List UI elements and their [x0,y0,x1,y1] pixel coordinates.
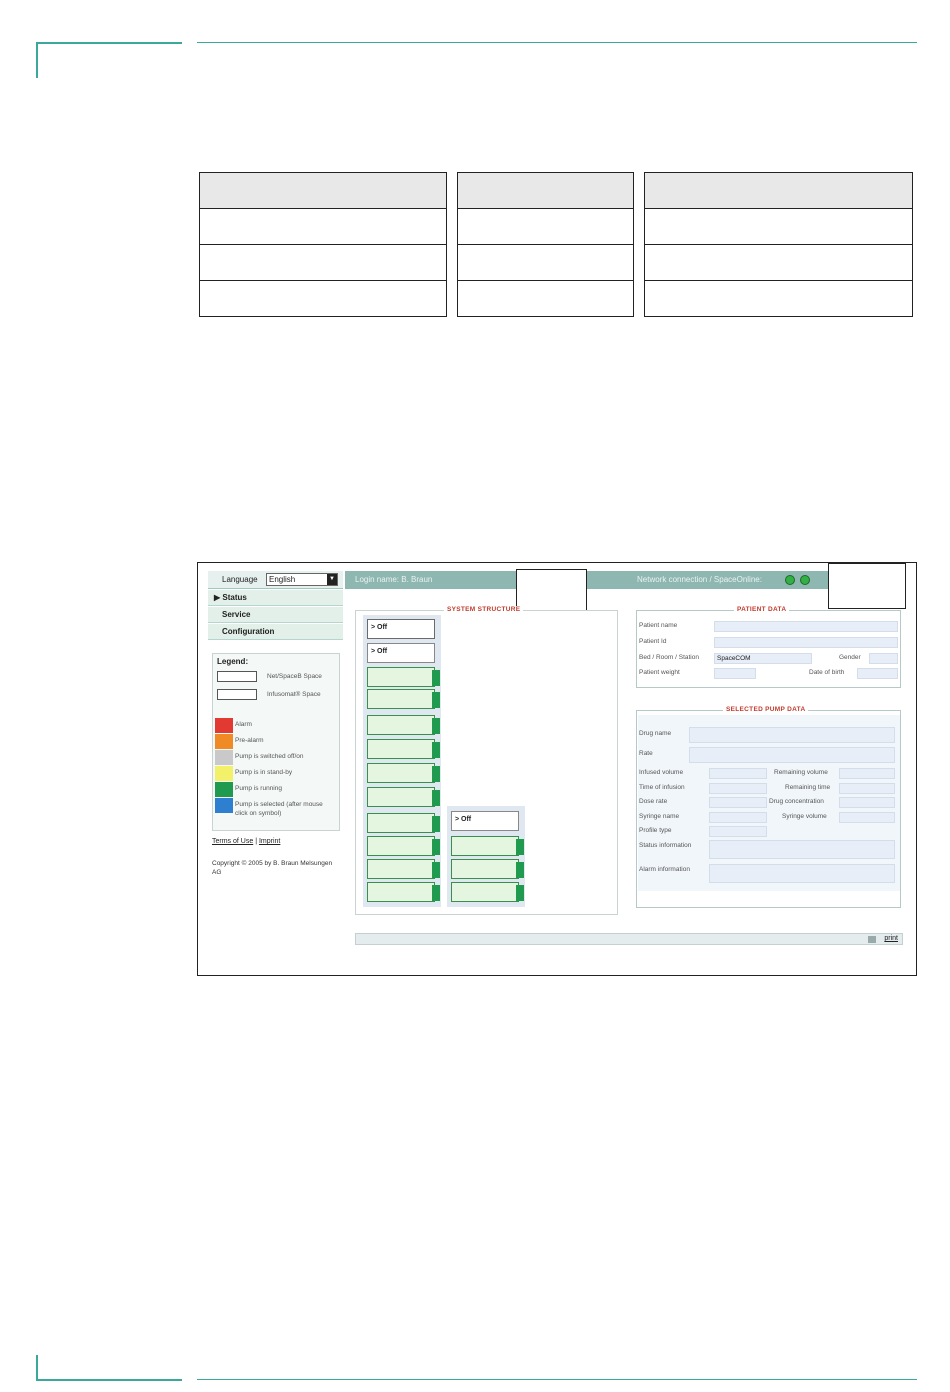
patient-id-field [714,637,898,648]
pump-status-bar [432,885,440,901]
drug-name-label: Drug name [639,730,672,737]
patient-name-label: Patient name [639,622,678,629]
patient-name-field [714,621,898,632]
application-screenshot [197,562,917,976]
selected-pump-data-panel [636,706,901,908]
pump-slot[interactable] [451,836,519,856]
pump-slot[interactable] [451,811,519,831]
legend-label: Infusomat® Space [267,691,321,698]
pump-status-bar [432,862,440,878]
login-name: Login name: B. Braun [355,575,433,584]
network-connection-label: Network connection / SpaceOnline: [637,575,762,584]
top-right-rule [197,42,917,43]
bed-room-station-field: SpaceCOM [714,653,812,664]
pump-slot[interactable] [367,813,435,833]
pump-slot[interactable] [367,667,435,687]
play-icon: ▶ [214,593,221,602]
space-frame-icon [217,671,257,682]
infused-volume-label: Infused volume [639,769,684,776]
alarm-information-field [709,864,895,883]
remaining-volume-field [839,768,895,779]
legend-label: Pump is selected (after mouse click on symbol) [235,801,323,817]
bottom-left-tick [36,1355,38,1381]
legend-label: Pump is running [235,785,282,792]
table-header-cell [644,172,913,209]
patient-data-title: PATIENT DATA [734,606,789,613]
remaining-time-label: Remaining time [785,784,831,791]
top-left-rule [36,42,182,44]
stand-by-swatch [215,766,233,781]
pump-status-bar [432,742,440,758]
alarm-information-label: Alarm information [639,866,690,873]
callout-box [828,563,906,609]
table-cell [644,208,913,245]
pump-slot[interactable] [451,859,519,879]
system-structure-title: SYSTEM STRUCTURE [444,606,523,613]
network-status-icon [785,575,795,585]
sidebar-item-label: Status [222,593,247,602]
gender-field [869,653,898,664]
pump-slot[interactable] [367,619,435,639]
patient-weight-field [714,668,756,679]
infusomat-frame-icon [217,689,257,700]
drug-concentration-field [839,797,895,808]
profile-type-field [709,826,767,837]
language-select[interactable] [266,573,338,586]
table-cell [457,280,634,317]
patient-weight-label: Patient weight [639,669,680,676]
pump-status-bar [432,790,440,806]
pump-slot[interactable] [367,643,435,663]
table-cell [457,244,634,281]
language-value: English [269,575,296,584]
link-separator: | [255,838,258,845]
table-cell [644,244,913,281]
table-cell [199,244,447,281]
pump-off-label: > Off [455,816,472,823]
dose-rate-label: Dose rate [639,798,668,805]
time-of-infusion-label: Time of infusion [639,784,685,791]
imprint-link[interactable]: Imprint [258,838,281,845]
status-information-field [709,840,895,859]
pump-slot[interactable] [367,882,435,902]
syringe-name-label: Syringe name [639,813,680,820]
gender-label: Gender [839,654,861,661]
pump-slot[interactable] [367,739,435,759]
pump-slot[interactable] [367,787,435,807]
switched-off-swatch [215,750,233,765]
legend [212,653,340,831]
patient-data-panel [636,606,901,688]
status-information-label: Status information [639,842,692,849]
drug-concentration-label: Drug concentration [769,798,824,805]
pump-slot[interactable] [367,836,435,856]
legend-label: Pump is in stand-by [235,769,293,776]
sidebar [208,571,343,969]
infused-volume-field [709,768,767,779]
pump-slot[interactable] [367,689,435,709]
table-header-cell [457,172,634,209]
sidebar-item-service[interactable] [208,607,343,623]
pump-off-label: > Off [371,624,388,631]
top-left-tick [36,42,38,78]
table-cell [644,280,913,317]
pump-slot[interactable] [367,715,435,735]
bottom-left-rule [36,1379,182,1381]
legend-label: Alarm [235,721,252,728]
patient-id-label: Patient Id [639,638,667,645]
sidebar-item-label: Service [222,610,251,619]
pump-status-bar [516,862,524,878]
printer-icon[interactable] [868,936,876,943]
syringe-volume-label: Syringe volume [782,813,827,820]
pump-status-bar [516,839,524,855]
pump-status-bar [432,718,440,734]
dose-rate-field [709,797,767,808]
table-cell [457,208,634,245]
sidebar-item-status[interactable] [208,590,343,606]
bottom-bar [355,933,903,945]
syringe-name-field [709,812,767,823]
print-link[interactable]: print [884,935,898,942]
spaceonline-status-icon [800,575,810,585]
legend-label: Pre-alarm [235,737,264,744]
callout-box [516,569,587,616]
bed-room-station-label: Bed / Room / Station [639,654,699,661]
selected-swatch [215,798,233,813]
pre-alarm-swatch [215,734,233,749]
remaining-volume-label: Remaining volume [774,769,828,776]
pump-status-bar [432,692,440,708]
table-cell [199,208,447,245]
pump-status-bar [516,885,524,901]
selected-pump-data-title: SELECTED PUMP DATA [723,706,808,713]
syringe-volume-field [839,812,895,823]
drug-name-field [689,727,895,743]
pump-slot[interactable] [367,763,435,783]
chevron-down-icon[interactable]: ▼ [327,574,337,585]
sidebar-item-configuration[interactable] [208,624,343,640]
rate-label: Rate [639,750,653,757]
pump-status-bar [432,766,440,782]
language-label: Language [222,575,258,584]
running-swatch [215,782,233,797]
alarm-swatch [215,718,233,733]
profile-type-label: Profile type [639,827,672,834]
footer-links [212,838,280,845]
legend-title: Legend: [217,657,249,666]
time-of-infusion-field [709,783,767,794]
pump-slot[interactable] [451,882,519,902]
date-of-birth-label: Date of birth [809,669,845,676]
pump-off-label: > Off [371,648,388,655]
rate-field [689,747,895,763]
system-structure-panel [355,606,618,915]
pump-status-bar [432,670,440,686]
pump-slot[interactable] [367,859,435,879]
pump-status-bar [432,839,440,855]
copyright-text: Copyright © 2005 by B. Braun Melsungen AG [212,860,333,876]
sidebar-item-label: Configuration [222,627,275,636]
table-cell [199,280,447,317]
legend-label: Pump is switched off/on [235,753,304,760]
table-header-cell [199,172,447,209]
terms-of-use-link[interactable]: Terms of Use [212,838,254,845]
date-of-birth-field [857,668,898,679]
top-bar [345,571,905,589]
bottom-right-rule [197,1379,917,1380]
remaining-time-field [839,783,895,794]
legend-label: Net/SpaceB Space [267,673,322,680]
pump-status-bar [432,816,440,832]
